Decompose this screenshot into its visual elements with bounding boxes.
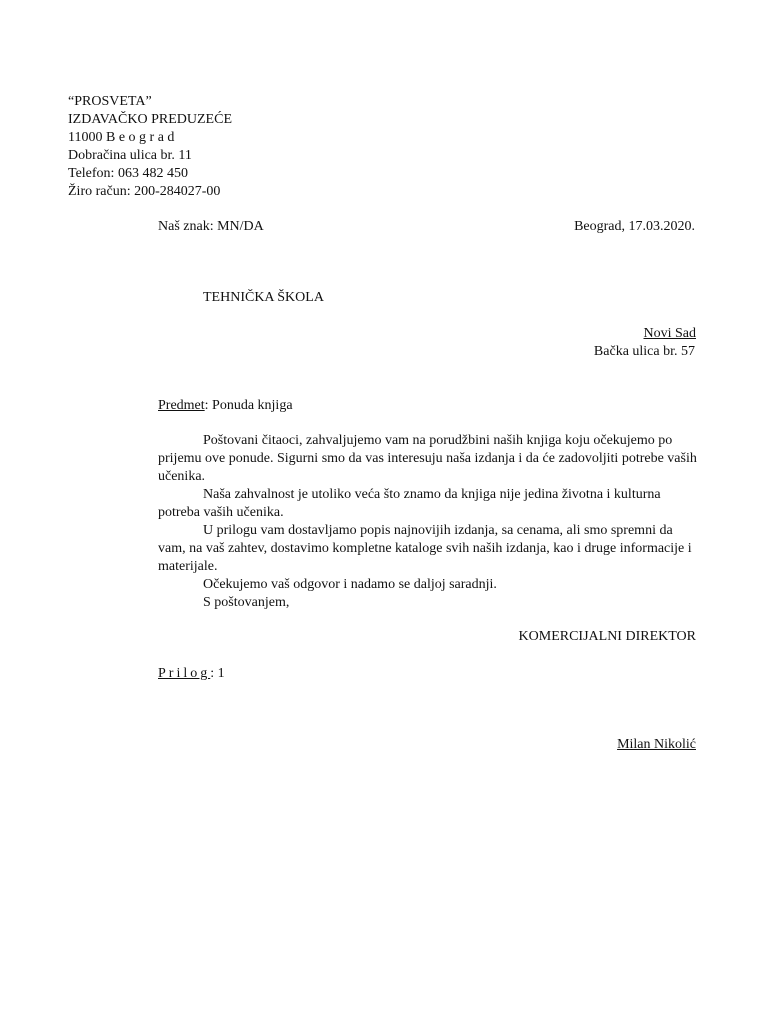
reference-line (158, 218, 264, 236)
closing-salutation: S poštovanjem, (203, 595, 290, 610)
attachment-separator: : (210, 666, 215, 681)
attachment-line (158, 665, 225, 683)
signatory-title: KOMERCIJALNI DIREKTOR (518, 629, 696, 644)
sender-city: 11000 B e o g r a d (68, 130, 175, 145)
body-paragraph-2: Naša zahvalnost je utoliko veća što znamo da knjiga nije jedina životna i kulturna potreba vaših učenika. (158, 487, 661, 520)
sender-account: Žiro račun: 200-284027-00 (68, 184, 221, 199)
subject-separator: : (204, 398, 209, 413)
body-paragraph-4: Očekujemo vaš odgovor i nadamo se daljoj saradnji. (203, 577, 497, 592)
signatory-name: Milan Nikolić (617, 737, 696, 752)
recipient-name: TEHNIČKA ŠKOLA (203, 290, 324, 305)
recipient-city: Novi Sad (643, 326, 696, 341)
reference-label: Naš znak: (158, 219, 214, 234)
sender-street: Dobračina ulica br. 11 (68, 148, 192, 163)
attachment-label: Prilog (158, 666, 211, 681)
body-paragraph-3: U prilogu vam dostavljamo popis najnovijih izdanja, sa cenama, ali smo spremni da vam, na vaš zahtev, dostavimo kompletne kataloge svih naših izdanja, kao i druge informacije i materijale. (158, 523, 692, 574)
sender-phone: Telefon: 063 482 450 (68, 166, 188, 181)
body-paragraph-1: Poštovani čitaoci, zahvaljujemo vam na porudžbini naših knjiga koju očekujemo po prijemu ove ponude. Sigurni smo da vas interesuju naša izdanja i da će zadovoljiti potrebe vaših učenika. (158, 433, 697, 484)
sender-type: IZDAVAČKO PREDUZEĆE (68, 112, 232, 127)
attachment-count: 1 (217, 666, 225, 681)
subject-line (158, 397, 293, 415)
letter-body (158, 432, 698, 612)
subject-text: Ponuda knjiga (212, 398, 293, 413)
subject-label: Predmet (158, 398, 205, 413)
sender-block (68, 93, 232, 201)
sender-name: “PROSVETA” (68, 94, 152, 109)
reference-code: MN/DA (217, 219, 264, 234)
recipient-street: Bačka ulica br. 57 (593, 344, 695, 359)
place-date: Beograd, 17.03.2020. (574, 219, 695, 234)
